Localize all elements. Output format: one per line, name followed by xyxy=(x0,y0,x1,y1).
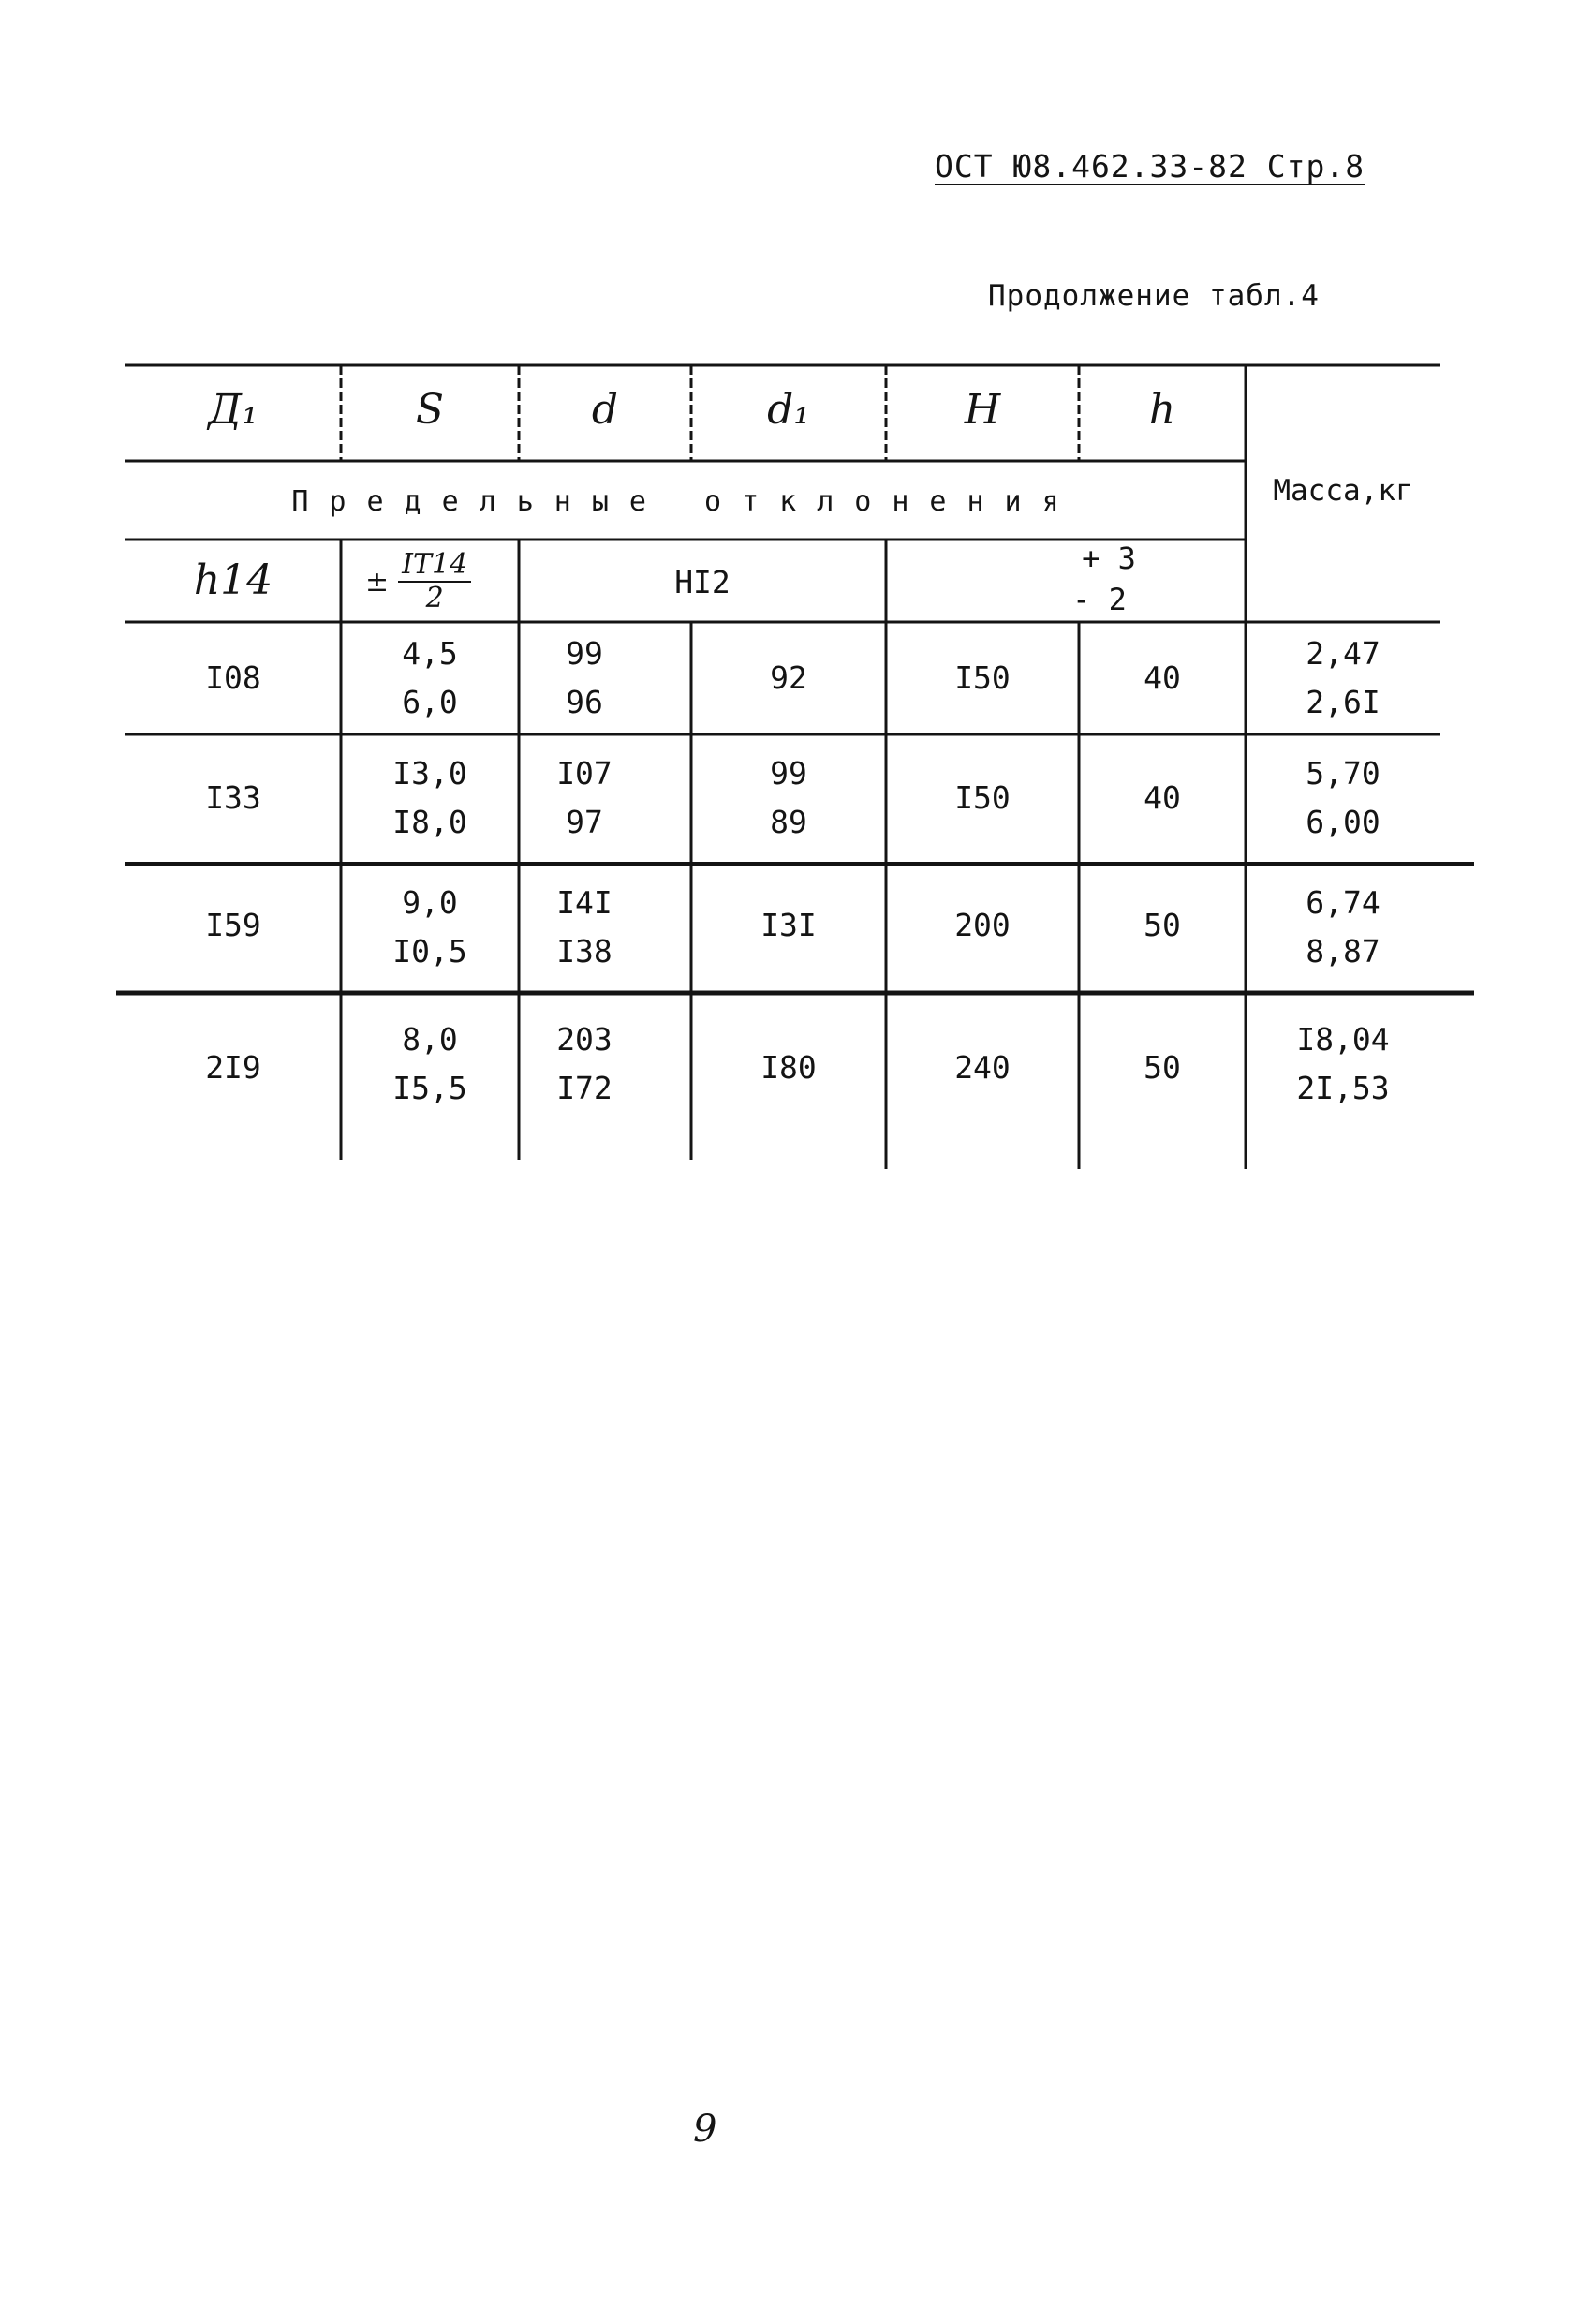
row2-mass-value-1: 5,70 xyxy=(1306,755,1380,792)
row2-d1-value-1: 99 xyxy=(770,755,807,792)
row2-d1-value-2: 89 xyxy=(770,804,807,840)
tolerance-denominator: 2 xyxy=(425,582,444,614)
tolerance-d-nominal: h14 xyxy=(193,556,273,604)
row2-h-height: I50 xyxy=(954,779,1011,816)
row4-d-value-1: 203 xyxy=(556,1021,613,1058)
row4-d1: I80 xyxy=(760,1049,817,1086)
col-header-s: S xyxy=(415,386,445,434)
row4-s xyxy=(341,1015,519,1113)
tolerance-minus: - 2 xyxy=(1072,582,1127,617)
row1-mass xyxy=(1246,629,1440,727)
row2-s-value-1: I3,0 xyxy=(392,755,467,792)
tolerance-d-d1: HI2 xyxy=(674,564,731,600)
tolerance-fraction xyxy=(398,548,471,614)
row2-s xyxy=(341,749,519,847)
row2-d-nominal: I33 xyxy=(205,779,261,816)
col-header-mass: Масса,кг xyxy=(1273,474,1413,508)
row2-d1 xyxy=(691,749,886,847)
row2-d-value-1: I07 xyxy=(556,755,613,792)
row2-d-value-2: 97 xyxy=(566,804,603,840)
document-code: ОСТ Ю8.462.33-82 Стр.8 xyxy=(935,148,1365,185)
row4-d-nominal: 2I9 xyxy=(205,1049,261,1086)
row1-d-value-2: 96 xyxy=(566,684,603,720)
row4-h: 50 xyxy=(1144,1049,1181,1086)
row1-mass-value-1: 2,47 xyxy=(1306,635,1380,672)
row2-d xyxy=(519,749,650,847)
tolerance-plus: + 3 xyxy=(1082,540,1136,576)
row4-mass-value-1: I8,04 xyxy=(1296,1021,1390,1058)
row4-s-value-1: 8,0 xyxy=(402,1021,458,1058)
table-continuation-label: Продолжение табл.4 xyxy=(988,279,1320,313)
row3-h: 50 xyxy=(1144,907,1181,943)
row4-mass-value-2: 2I,53 xyxy=(1296,1070,1390,1106)
row4-s-value-2: I5,5 xyxy=(392,1070,467,1106)
row1-mass-value-2: 2,6I xyxy=(1306,684,1380,720)
col-header-d-nominal: Д₁ xyxy=(208,386,258,434)
row1-s-value-2: 6,0 xyxy=(402,684,458,720)
row3-s xyxy=(341,879,519,976)
row3-d xyxy=(519,879,650,976)
deviations-header: Предельные отклонения xyxy=(291,485,1080,518)
row3-s-value-2: I0,5 xyxy=(392,933,467,970)
row2-mass-value-2: 6,00 xyxy=(1306,804,1380,840)
row4-d-value-2: I72 xyxy=(556,1070,613,1106)
row3-mass xyxy=(1246,879,1440,976)
row3-h-height: 200 xyxy=(954,907,1011,943)
row4-mass xyxy=(1246,1015,1440,1113)
row3-d-value-2: I38 xyxy=(556,933,613,970)
row4-h-height: 240 xyxy=(954,1049,1011,1086)
row2-s-value-2: I8,0 xyxy=(392,804,467,840)
plus-minus-sign: ± xyxy=(365,565,390,599)
page-number: 9 xyxy=(693,2108,717,2151)
row1-d xyxy=(519,629,650,727)
row3-mass-value-1: 6,74 xyxy=(1306,884,1380,921)
row1-d-value-1: 99 xyxy=(566,635,603,672)
dimensions-table xyxy=(125,363,1440,1169)
row3-mass-value-2: 8,87 xyxy=(1306,933,1380,970)
col-header-d: d xyxy=(591,386,619,434)
row3-d1: I3I xyxy=(760,907,817,943)
col-header-h-height: H xyxy=(964,386,1001,434)
row4-d xyxy=(519,1015,650,1113)
row3-s-value-1: 9,0 xyxy=(402,884,458,921)
row2-mass xyxy=(1246,749,1440,847)
row1-d-nominal: I08 xyxy=(205,659,261,696)
tolerance-numerator: IT14 xyxy=(398,551,471,583)
row2-h: 40 xyxy=(1144,779,1181,816)
row1-s-value-1: 4,5 xyxy=(402,635,458,672)
row1-h: 40 xyxy=(1144,659,1181,696)
row3-d-nominal: I59 xyxy=(205,907,261,943)
row1-d1: 92 xyxy=(770,659,807,696)
col-header-d1: d₁ xyxy=(767,386,810,434)
row3-d-value-1: I4I xyxy=(556,884,613,921)
row1-s xyxy=(341,629,519,727)
row1-h-height: I50 xyxy=(954,659,1011,696)
col-header-h: h xyxy=(1148,386,1176,434)
tolerance-s xyxy=(365,548,471,614)
